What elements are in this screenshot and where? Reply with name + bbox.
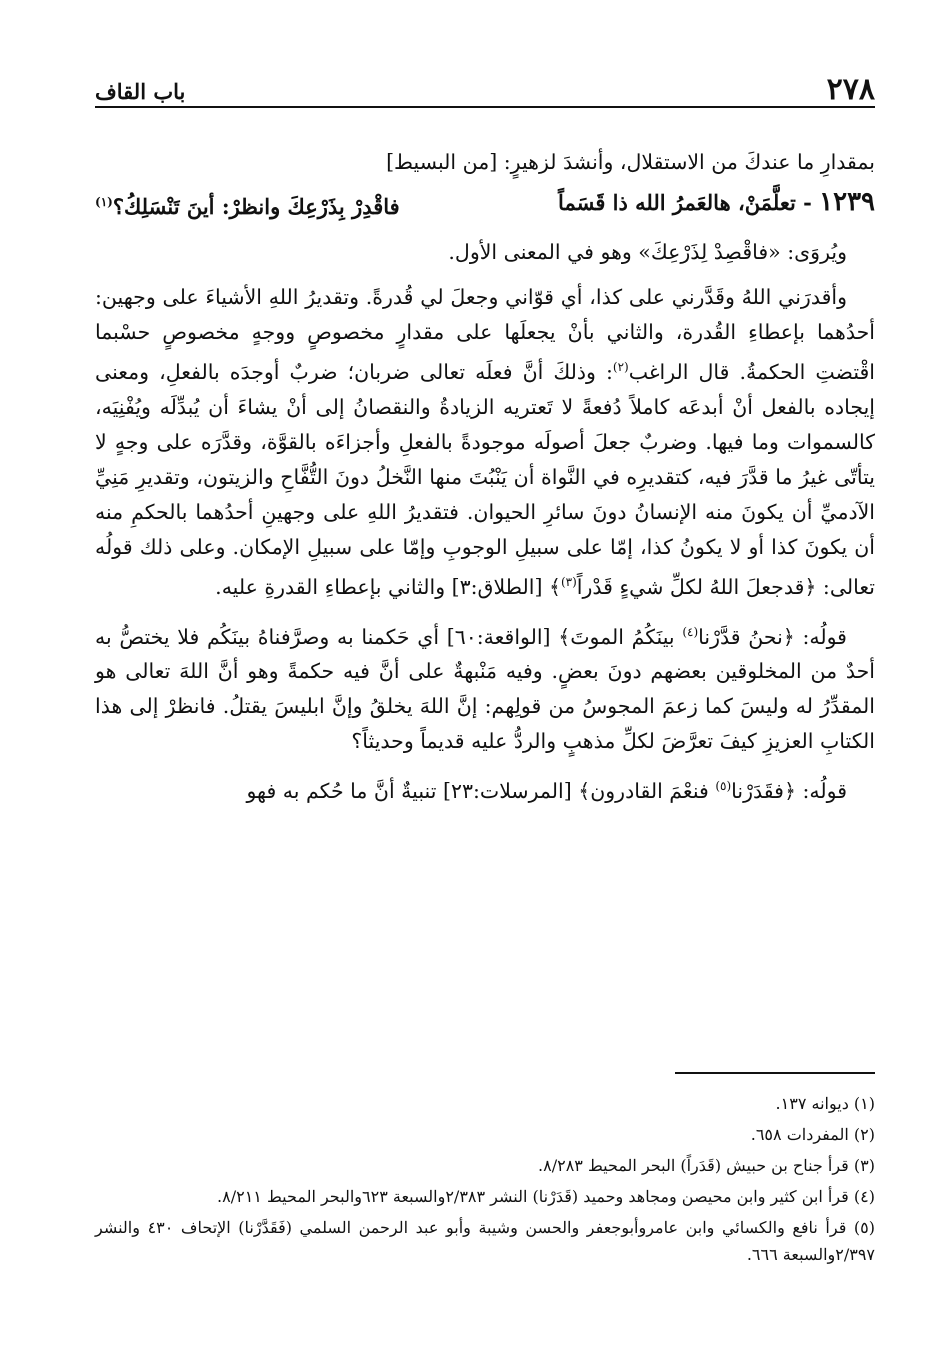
footnote-5: (٥) قرأ نافع والكسائي وابن عامروأبوجعفر والحسن وشيبة وأبو عبد الرحمن السلمي (فَقَدَّرْنا) الإتحاف ٤٣٠ والنشر ٢/٣٩٧والسبعة ٦٦٦. — [95, 1218, 876, 1264]
paragraph-3 — [95, 769, 875, 809]
paragraph-1-part-3: ﴾ [الطلاق:٣] والثاني بإعطاءِ القدرةِ عليه. — [215, 574, 561, 599]
main-text — [95, 145, 875, 819]
footnote-ref-1: (١) — [95, 195, 113, 209]
footnote-4: (٤) قرأ ابن كثير وابن محيصن ومجاهد وحميد (قَدَرْنا) النشر ٢/٣٨٣والسبعة ٦٢٣والبحر المحيط ٨/٢١١. — [217, 1187, 875, 1206]
footnote-2: (٢) المفردات ٦٥٨. — [750, 1125, 875, 1144]
riwaya-line: ويُروَى: «فاقْصِدْ لِذَرْعِكَ» وهو في المعنى الأول. — [448, 240, 847, 264]
paragraph-2-part-1: قولُه: ﴿نحنُ قدَّرْنا — [698, 624, 847, 649]
paragraph-1-part-2: : وذلكَ أنَّ فعلَه تعالى ضربان؛ ضربٌ أوجدَه بالفعلِ، ومعنى إيجاده بالفعل أنْ أبدعَه كاملاً دُفعةً لا تَعتريه الزيادةُ والنقصانُ إلى أنْ يشاءَ أن يُبدِّلَه ويُفْنِيَه، كالسموات وما فيها. وضربٌ جعلَ أصولَه موجودةً بالفعلِ وأجزاءَه بالقوَّة، وقدَّرَه على وجهٍ لا يتأتّى غيرُ ما قدَّرَ فيه، كتقديرِه في النَّواة أن يَنْبُتَ منها النَّخلُ دونَ التُّفَّاحِ والزيتون، وتقديرِ مَنِيِّ الآدميِّ أن يكونَ منه الإنسانُ دونَ سائرِ الحيوان. فتقديرُ اللهِ على وجهينِ أحدُهما بالحكمِ منه أن يكونَ كذا أو لا يكونُ كذا، إمّا على سبيلِ الوجوبِ وإمّا على سبيلِ الإمكان. وعلى ذلك قولُه تعالى: ﴿قدجعلَ اللهُ لكلِّ شيءٍ قَدْراً — [95, 359, 875, 599]
page-number: ٢٧٨ — [826, 72, 875, 107]
footnote-divider — [675, 1072, 875, 1074]
footnotes — [95, 1090, 875, 1272]
paragraph-1 — [95, 280, 875, 605]
footnote-3: (٣) قرأ جناح بن حبيش (قَدَراً) البحر المحيط ٨/٢٨٣. — [538, 1156, 875, 1175]
intro-line: بمقدارِ ما عندكَ من الاستقلال، وأنشدَ لزهيرٍ: [من البسيط] — [386, 150, 875, 174]
footnote-ref-4: (٤) — [682, 624, 699, 639]
footnote-ref-3: (٣) — [560, 574, 577, 589]
footnote-ref-2: (٢) — [612, 360, 629, 374]
paragraph-3-part-1: قولُه: ﴿فقَدَرْنا — [731, 779, 847, 804]
verse-first-text: - تعلَّمَنْ، هالعَمرُ الله ذا قَسَماً — [558, 190, 812, 215]
chapter-title: باب القاف — [95, 79, 186, 104]
poetry-verse — [95, 182, 875, 227]
verse-second-text: فاقْدِرْ بِذَرْعِكَ وانظرْ: أينَ تَنْسَلِكُ؟ — [112, 194, 400, 219]
verse-first-hemistich — [558, 182, 875, 227]
paragraph-2 — [95, 615, 875, 760]
footnote-ref-5: (٥) — [715, 779, 732, 794]
paragraph-3-part-2: فنعْمَ القادرون﴾ [المرسلات:٢٣] تنبيةٌ أنَّ ما حُكم به فهو — [246, 779, 716, 804]
footnote-1: (١) ديوانه ١٣٧. — [775, 1094, 875, 1113]
paragraph-1-part-1: وأقدرَني اللهُ وقَدَّرني على كذا، أي قوّاني وجعلَ لي قُدرةً. وتقديرُ اللهِ الأشياءَ على وجهين: أحدُهما بإعطاءِ القُدرة، والثاني بأنْ يجعلَها على مقدارٍ مخصوصٍ ووجهٍ مخصوصٍ حسْبما اقْتضتِ الحكمةُ. قال الراغب — [95, 285, 875, 384]
verse-number: ١٢٣٩ — [819, 187, 875, 217]
paragraph-2-part-2: بينَكُمُ الموتَ﴾ [الواقعة:٦٠] أي حَكمنا به وصرَّفناهُ بينَكُم فلا يختصُّ به أحدٌ من المخلوقين بعضهم دونَ بعضٍ. وفيه مَنْبهةٌ على أنَّ فيه حكمةً وهو أنَّ اللهَ تعالى هو المقدِّرُ له وليسَ كما زعمَ المجوسُ من قولِهم: إنَّ اللهَ يخلقُ وإنَّ ابليسَ يقتلُ. فانظرْ إلى هذا الكتابِ العزيزِ كيفَ تعرَّضَ لكلِّ مذهبٍ والردُّ عليه قديماً وحديثاً؟ — [95, 624, 875, 754]
verse-second-hemistich — [95, 182, 400, 227]
page-header — [95, 72, 875, 108]
